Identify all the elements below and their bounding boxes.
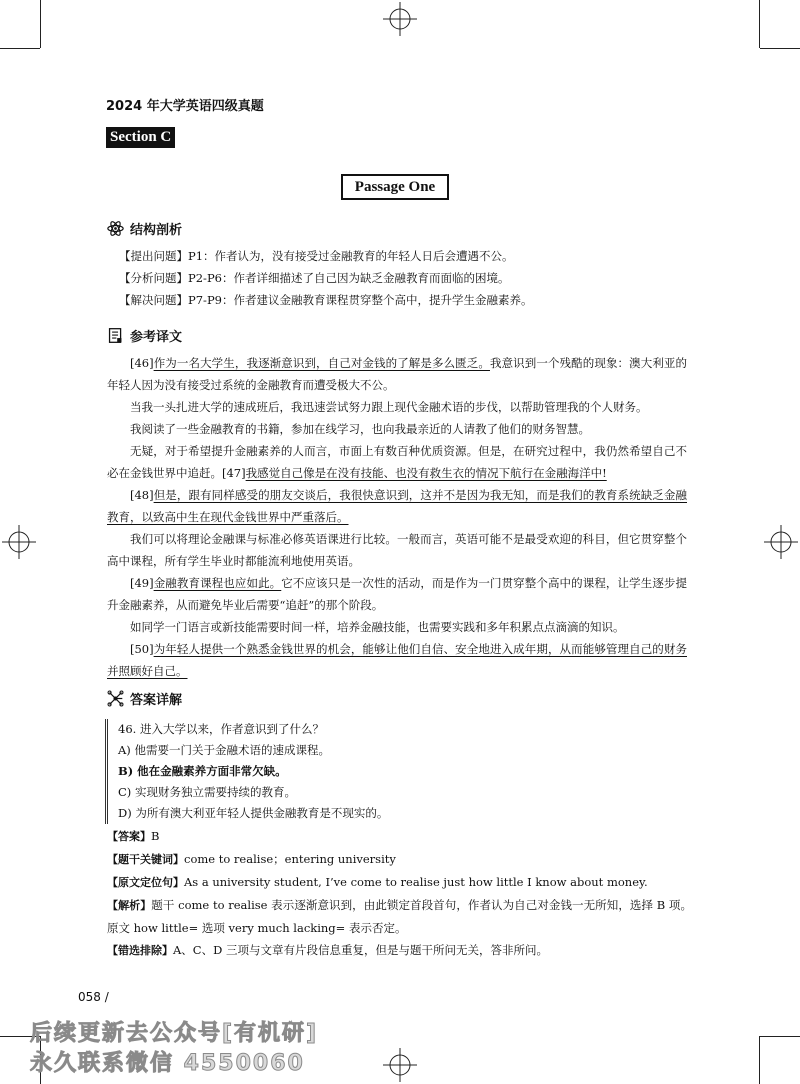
watermark-line-1: 后续更新去公众号[有机研] [30, 1021, 319, 1046]
option-d: D) 为所有澳大利亚年轻人提供金融教育是不现实的。 [118, 806, 389, 820]
translation-paragraph [107, 484, 687, 528]
translation-paragraph: 我们可以将理论金融课与标准必修英语课进行比较。一般而言，英语可能不是最受欢迎的科目，但它贯穿整个高中课程，所有学生毕业时都能流利地使用英语。 [107, 532, 687, 568]
document-icon [107, 327, 124, 344]
structure-item-text: P1：作者认为，没有接受过金融教育的年轻人日后会遭遇不公。 [188, 249, 514, 263]
underlined-sentence: 金融教育课程也应如此。 [153, 576, 282, 590]
registration-mark-right [764, 525, 798, 559]
structure-item-tag: 【解决问题】 [119, 293, 188, 307]
translation-paragraph: 如同学一门语言或新技能需要时间一样，培养金融技能，也需要实践和多年积累点点滴滴的知识。 [130, 620, 625, 634]
exclude-value: A、C、D 三项与文章有片段信息重复，但是与题干所问无关，答非所问。 [173, 943, 548, 957]
locate-line [107, 871, 692, 894]
structure-item-text: P2-P6：作者详细描述了自己因为缺乏金融教育而面临的困境。 [188, 271, 510, 285]
registration-mark-left [2, 525, 36, 559]
answers-heading-text: 答案详解 [130, 693, 183, 708]
question-stem: 46. 进入大学以来，作者意识到了什么？ [118, 722, 324, 736]
structure-item [119, 245, 514, 267]
underlined-sentence: 为年轻人提供一个熟悉金钱世界的机会，能够让他们自信、安全地进入成年期，从而能够管理自己的财务并照顾好自己。 [107, 642, 687, 678]
answer-line [107, 825, 692, 848]
translation-paragraph [107, 638, 687, 682]
underlined-sentence: 但是，跟有同样感受的朋友交谈后，我很快意识到，这并不是因为我无知，而是我们的教育系统缺乏金融教育，以致高中生在现代金钱世界中严重落后。 [107, 488, 687, 524]
translation-paragraph [107, 572, 687, 616]
sentence: 它不应该只是一次性的活动，而是作为一门贯穿整个高中的课程，让学生逐步提升金融素养，从而避免毕业后需要“追赶”的那个阶段。 [107, 576, 688, 612]
structure-item-tag: 【分析问题】 [119, 271, 188, 285]
translation-heading [107, 326, 182, 345]
question-marker: [49] [130, 576, 154, 590]
exclude-tag: 【错选排除】 [107, 944, 173, 957]
sentence: 无疑，对于希望提升金融素养的人而言，市面上有数百种优质资源。但是，在研究过程中，我仍然希望自己不必在金钱世界中追赶。 [107, 444, 687, 480]
explain-line [107, 894, 692, 939]
option-a: A) 他需要一门关于金融术语的速成课程。 [118, 743, 330, 757]
structure-item-text: P7-P9：作者建议金融教育课程贯穿整个高中，提升学生金融素养。 [188, 293, 533, 307]
structure-item-tag: 【提出问题】 [119, 249, 188, 263]
translation-body [107, 352, 687, 682]
explain-tag: 【解析】 [107, 899, 152, 912]
question-block [105, 719, 703, 824]
watermark-line-2: 永久联系微信 4550060 [30, 1051, 305, 1076]
registration-mark-top [383, 2, 417, 36]
underlined-sentence: 作为一名大学生，我逐渐意识到，自己对金钱的了解是多么匮乏。 [153, 356, 490, 370]
question-marker: [48] [130, 488, 154, 502]
locate-value: As a university student, I’ve come to realise just how little I know about money. [184, 875, 648, 889]
question-marker: [50] [130, 642, 154, 656]
translation-heading-text: 参考译文 [130, 330, 183, 345]
keywords-value: come to realise；entering university [184, 852, 396, 866]
section-label: Section C [106, 127, 175, 148]
answer-tag: 【答案】 [107, 830, 151, 843]
page-header-title: 2024 年大学英语四级真题 [106, 99, 264, 114]
answers-heading [107, 689, 182, 708]
question-marker: [47] [222, 466, 246, 480]
question-marker: [46] [130, 356, 154, 370]
network-icon [107, 690, 124, 707]
structure-heading [107, 219, 182, 238]
answer-value: B [151, 829, 160, 843]
translation-paragraph [107, 352, 687, 396]
sentence: 我意识到一个残酷的现象：澳大利亚的年轻人因为没有接受过系统的金融教育而遭受极大不公。 [107, 356, 688, 392]
translation-paragraph [107, 440, 687, 484]
structure-item [119, 267, 510, 289]
translation-paragraph: 我阅读了一些金融教育的书籍，参加在线学习，也向我最亲近的人请教了他们的财务智慧。 [130, 422, 590, 436]
registration-mark-bottom [383, 1048, 417, 1082]
explain-value: 题干 come to realise 表示逐渐意识到，由此锁定首段首句，作者认为自己对金钱一无所知，选择 B 项。原文 how little= 选项 very much lacking= 表示否定。 [107, 898, 693, 935]
underlined-sentence: 我感觉自己像是在没有技能、也没有救生衣的情况下航行在金融海洋中! [245, 466, 607, 480]
locate-tag: 【原文定位句】 [107, 876, 184, 889]
option-c: C) 实现财务独立需要持续的教育。 [118, 785, 296, 799]
option-b: B) 他在金融素养方面非常欠缺。 [118, 764, 287, 778]
passage-title: Passage One [341, 174, 449, 200]
structure-heading-text: 结构剖析 [130, 223, 183, 238]
exclude-line [107, 939, 692, 962]
page-number: 058 / [78, 990, 109, 1004]
answer-explanation [107, 825, 692, 962]
keywords-tag: 【题干关键词】 [107, 853, 184, 866]
structure-item [119, 289, 533, 311]
atom-icon [107, 220, 124, 237]
translation-paragraph: 当我一头扎进大学的速成班后，我迅速尝试努力跟上现代金融术语的步伐，以帮助管理我的个人财务。 [130, 400, 648, 414]
keywords-line [107, 848, 692, 871]
